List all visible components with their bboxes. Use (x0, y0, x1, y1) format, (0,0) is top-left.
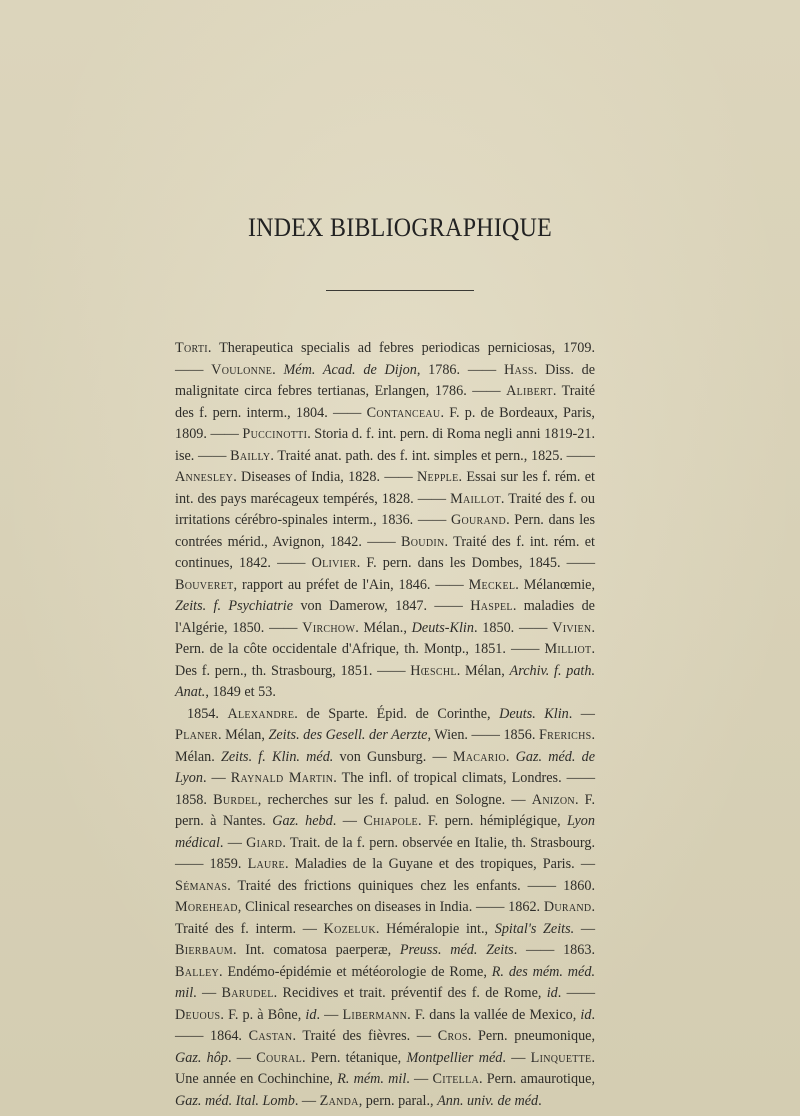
citation-text: . — (294, 1092, 320, 1109)
author-name: Olivier (311, 555, 357, 571)
bibliography-paragraph-1 (175, 338, 595, 704)
citation-text: , Wien. —— 1856. (427, 727, 539, 743)
citation-text: . Traité des f. ou irritations cérébro-spinales interm., 1836. —— (175, 490, 595, 528)
publication-title: R. mém. mil (337, 1071, 407, 1087)
citation-text: . F. dans la vallée de Mexico, (407, 1006, 581, 1023)
publication-title: Zeits. f. Psychiatrie (175, 598, 294, 614)
citation-text: . Traité des fièvres. — (292, 1028, 438, 1044)
citation-text: . — (332, 813, 364, 829)
author-name: Coural (256, 1049, 302, 1066)
author-name: Cros (437, 1028, 468, 1044)
citation-text: . Diseases of India, 1828. —— (233, 469, 417, 485)
citation-text: . — (193, 985, 222, 1001)
publication-title: Gaz. hôp (175, 1049, 228, 1066)
author-name: Gourand (450, 512, 507, 528)
publication-title: Preuss. méd. Zeits (399, 942, 514, 958)
publication-title: Spital's Zeits. (494, 920, 575, 937)
citation-text: . de Sparte. Épid. de Corinthe, (294, 705, 500, 722)
author-name: Balley (175, 963, 220, 980)
author-name: Bouveret (175, 576, 234, 593)
publication-title: id (546, 985, 558, 1001)
author-name: Planer (175, 727, 219, 743)
author-name: Bierbaum (175, 942, 233, 958)
citation-text: . Mélan. (175, 727, 596, 765)
citation-text: . Endémo-épidémie et météorologie de Rome, (219, 963, 492, 980)
bibliography-body (175, 338, 595, 1112)
citation-text: . Pern. dans les contrées mérid., Avignon, 1842. —— (175, 512, 595, 550)
publication-title: Ann. univ. de méd (437, 1092, 539, 1109)
author-name: Sémanas (175, 877, 228, 894)
publication-title: id (580, 1006, 592, 1023)
citation-text: . Traité des f. int. rém. et continues, 1842. —— (175, 533, 595, 571)
publication-title: id (305, 1006, 317, 1023)
citation-text: , pern. paral., (358, 1092, 438, 1109)
author-name: Maillot (450, 490, 501, 507)
author-name: Barudel (221, 985, 274, 1001)
author-name: Chiapole (363, 813, 418, 829)
citation-text: , 1849 et 53. (205, 684, 276, 700)
citation-text: . Traité anat. path. des f. int. simples et pern., 1825. —— (270, 447, 595, 464)
citation-text: . Traité des frictions quiniques chez les enfants. —— 1860. (227, 877, 595, 894)
citation-text: . — (502, 1049, 531, 1066)
author-name: Voulonne (211, 361, 273, 378)
author-name: Castan (248, 1028, 293, 1044)
author-name: Haspel (470, 598, 513, 614)
citation-text: . Mélanœmie, (515, 576, 596, 593)
author-name: Citella (432, 1071, 480, 1087)
citation-text: . — (406, 1071, 433, 1087)
citation-text: . Mélan, (218, 727, 269, 743)
publication-title: R. des mém. méd. mil (175, 963, 595, 1001)
citation-text: von Gunsburg. — (333, 748, 453, 765)
author-name: Vivien (552, 619, 592, 636)
citation-text: . Essai sur les f. rém. et int. des pays marécageux tempérés, 1828. —— (175, 469, 595, 507)
citation-text: 1854. (187, 705, 228, 722)
publication-title: Zeits. des Gesell. der Aerzte (268, 727, 428, 743)
citation-text: . maladies de l'Algérie, 1850. —— (175, 598, 595, 636)
author-name: Burdel (213, 791, 258, 808)
author-name: Boudin (401, 533, 445, 550)
bibliography-paragraph-2 (175, 704, 595, 1113)
citation-text: . (505, 748, 516, 765)
citation-text: . — (219, 834, 247, 851)
author-name: Bailly (230, 447, 271, 464)
author-name: Frerichs (538, 727, 592, 743)
publication-title: Gaz. méd. de Lyon (175, 748, 595, 786)
citation-text: von Damerow, 1847. —— (293, 598, 471, 614)
author-name: Zanda (319, 1092, 359, 1109)
author-name: Nepple (417, 469, 459, 485)
citation-text: . Pern. amaurotique, (479, 1071, 595, 1087)
citation-text: . Traité des f. pern. interm., 1804. —— (175, 383, 595, 421)
author-name: Kozeluk (323, 920, 376, 937)
citation-text: . Therapeutica specialis ad febres periodicas perniciosas, 1709. —— (175, 340, 595, 378)
citation-text: . Mélan., (355, 619, 412, 636)
citation-text: . — (568, 705, 595, 722)
citation-text: . Pern. tétanique, (301, 1049, 407, 1066)
citation-text: , rapport au préfet de l'Ain, 1846. —— (233, 576, 469, 593)
publication-title: Deuts. Klin (499, 705, 569, 722)
citation-text: . 1850. —— (473, 619, 553, 636)
publication-title: Montpellier méd (406, 1049, 503, 1066)
citation-text: . Trait. de la f. pern. observée en Italie, th. Strasbourg. —— 1859. (175, 834, 595, 872)
citation-text: . Une année en Cochinchine, (175, 1049, 596, 1087)
author-name: Torti (175, 340, 208, 356)
author-name: Raynald Martin (230, 770, 334, 786)
citation-text: . Traité des f. interm. — (175, 899, 595, 937)
citation-text: . F. p. à Bône, (220, 1006, 306, 1023)
author-name: Hass (503, 361, 534, 378)
citation-text: . Mélan, (456, 662, 510, 679)
publication-title: Deuts-Klin (411, 619, 474, 636)
citation-text: , 1786. —— (416, 361, 504, 378)
citation-text: . —— (557, 985, 596, 1001)
author-name: Macario (452, 748, 506, 765)
author-name: Alexandre (227, 705, 295, 722)
author-name: Virchow (302, 619, 356, 636)
citation-text: . F. p. de Bordeaux, Paris, 1809. —— (175, 404, 595, 442)
citation-text: . — (227, 1049, 257, 1066)
publication-title: Gaz. méd. Ital. Lomb (175, 1092, 295, 1109)
author-name: Deuous (175, 1006, 221, 1023)
citation-text: . Pern. pneumonique, (467, 1028, 596, 1044)
author-name: Durand (543, 899, 592, 915)
citation-text: . Pern. de la côte occidentale d'Afrique, th. Montp., 1851. —— (175, 619, 595, 657)
citation-text: . F. pern. à Nantes. (175, 791, 595, 829)
author-name: Linquette (530, 1049, 592, 1066)
citation-text: . —— 1864. (175, 1006, 596, 1044)
citation-text: — (574, 920, 596, 937)
citation-text: . Recidives et trait. préventif des f. de Rome, (273, 985, 547, 1001)
title-rule (326, 290, 474, 291)
citation-text: . Diss. de malignitate circa febres tertianas, Erlangen, 1786. —— (175, 361, 596, 399)
citation-text: . (272, 361, 284, 378)
publication-title: Mém. Acad. de Dijon (283, 361, 417, 378)
citation-text: . F. pern. hémiplégique, (417, 813, 568, 829)
publication-title: Zeits. f. Klin. méd. (220, 748, 334, 765)
citation-text: . — (316, 1006, 343, 1023)
author-name: Anizon (531, 791, 575, 808)
author-name: Meckel (468, 576, 516, 593)
citation-text: . The infl. of tropical climats, Londres. —— 1858. (175, 770, 596, 808)
citation-text: . F. pern. dans les Dombes, 1845. —— (356, 555, 596, 571)
publication-title: Lyon médical (175, 813, 595, 851)
author-name: Libermann (342, 1006, 408, 1023)
author-name: Annesley (175, 469, 234, 485)
author-name: Morehead (175, 899, 238, 915)
citation-text: . —— 1863. (513, 942, 596, 958)
citation-text: , recherches sur les f. palud. en Sologne. — (257, 791, 532, 808)
author-name: Contanceau (366, 404, 441, 421)
author-name: Laure (247, 856, 285, 872)
citation-text: . Storia d. f. int. pern. di Roma negli anni 1819-21. ise. —— (175, 426, 595, 464)
citation-text: . Maladies de la Guyane et des tropiques, Paris. — (284, 856, 596, 872)
publication-title: Archiv. f. path. Anat. (175, 662, 595, 700)
citation-text: . Des f. pern., th. Strasbourg, 1851. —— (175, 641, 595, 679)
citation-text: . Héméralopie int., (375, 920, 495, 937)
author-name: Puccinotti (242, 426, 308, 442)
citation-text: . (538, 1092, 542, 1109)
publication-title: Gaz. hebd (272, 813, 333, 829)
citation-text: . Int. comatosa paerperæ, (232, 942, 400, 958)
author-name: Alibert (506, 383, 553, 399)
page-title: INDEX BIBLIOGRAPHIQUE (247, 213, 553, 242)
author-name: Milliot (544, 641, 592, 657)
author-name: Hœschl (410, 662, 457, 679)
author-name: Giard (246, 834, 283, 851)
citation-text: . — (202, 770, 231, 786)
citation-text: , Clinical researches on diseases in India. —— 1862. (237, 899, 544, 915)
